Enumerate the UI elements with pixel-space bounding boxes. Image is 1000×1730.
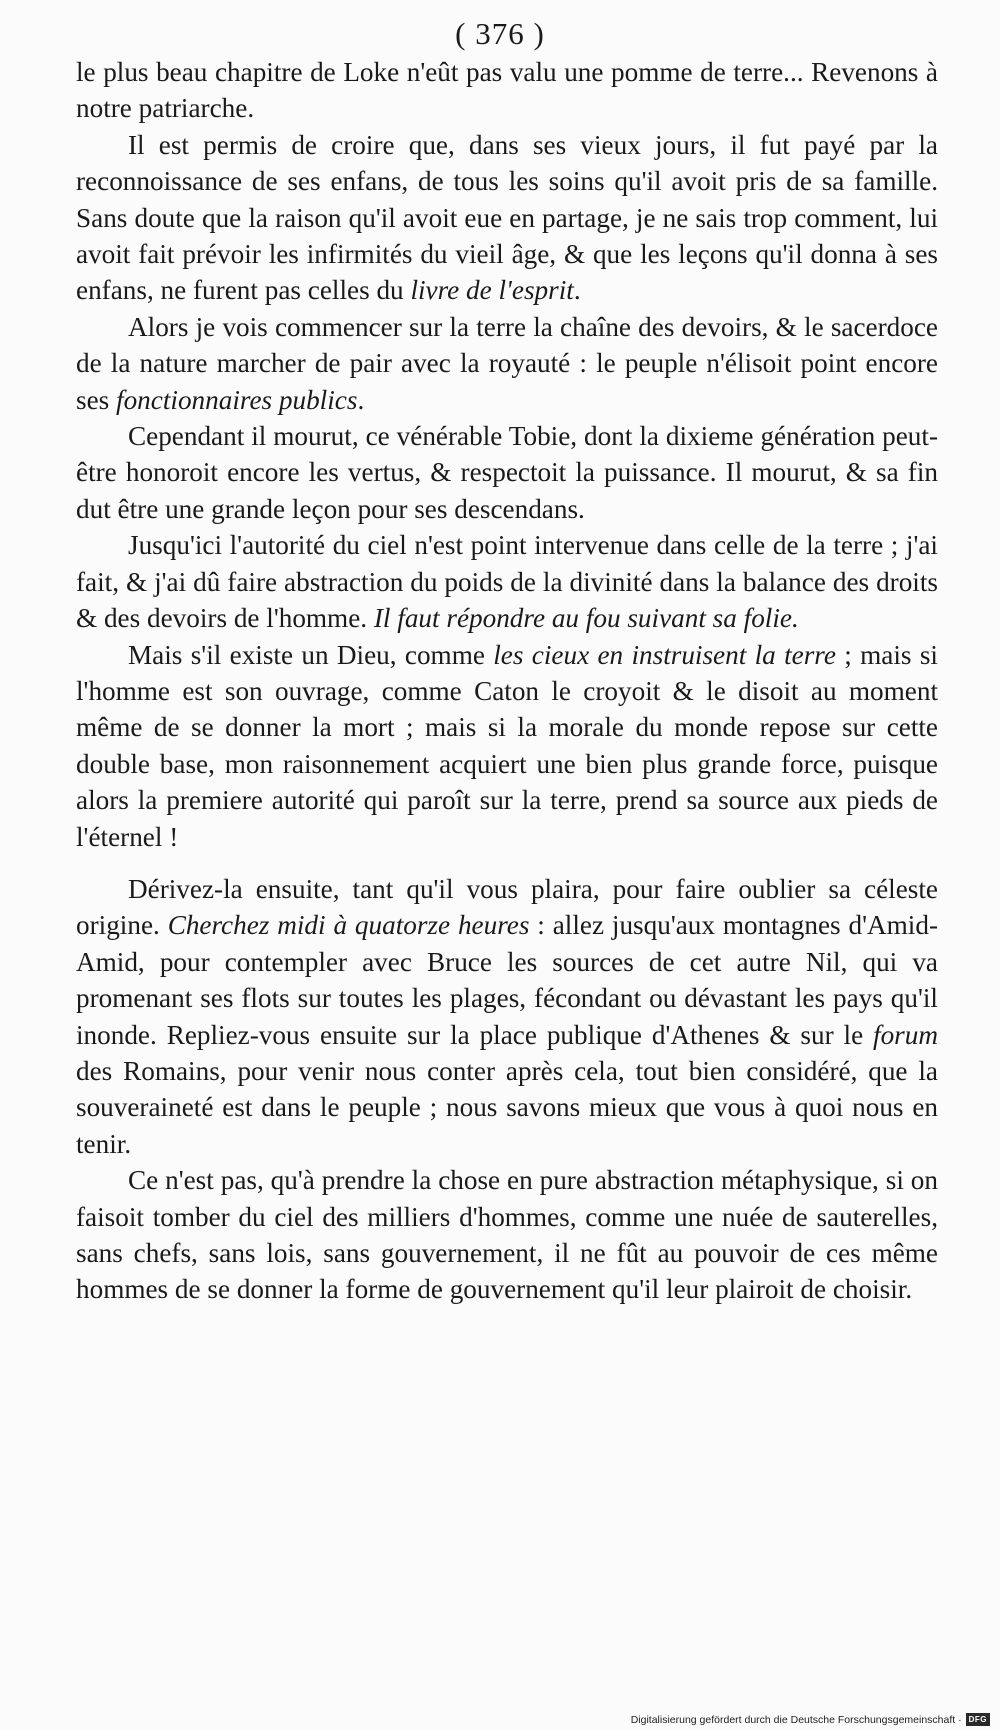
text-run: Alors je vois commencer sur la terre la chaîne des devoirs, & le sacerdoce de la nature marcher de pair avec la royauté : le peuple n'élisoit point encore ses bbox=[76, 311, 938, 415]
footer-text: Digitalisierung gefördert durch die Deutsche Forschungsgemeinschaft · bbox=[630, 1713, 962, 1726]
text-run: Dérivez-la ensuite, tant qu'il vous plaira, pour faire oublier sa céleste origine. bbox=[76, 873, 938, 941]
italic-phrase: Il faut répondre au fou suivant sa folie. bbox=[373, 603, 799, 634]
paragraph bbox=[76, 54, 938, 127]
italic-phrase: les cieux en instruisent la terre bbox=[493, 639, 836, 670]
text-run: Ce n'est pas, qu'à prendre la chose en pure abstraction métaphysique, si on faisoit tomber du ciel des milliers d'hommes, comme une nuée de sauterelles, sans chefs, sans lois, sans gouvernement, il ne fût au pouvoir de ces même hommes de se donner la forme de gouvernement qu'il leur plairoit de choisir. bbox=[76, 1165, 938, 1305]
text-run: . bbox=[573, 275, 581, 306]
text-run: ; mais si l'homme est son ouvrage, comme Caton le croyoit & le disoit au moment même de se donner la mort ; mais si la morale du monde repose sur cette double base, mon raisonnement acquiert une bien plus grande force, puisque alors la premiere autorité qui paroît sur la terre, prend sa source aux pieds de l'éternel ! bbox=[76, 639, 938, 852]
page-number: ( 376 ) bbox=[455, 16, 545, 51]
italic-phrase: fonctionnaires publics bbox=[116, 384, 358, 415]
italic-phrase: forum bbox=[873, 1019, 938, 1050]
paragraph bbox=[76, 527, 938, 636]
text-run: Cependant il mourut, ce vénérable Tobie, dont la dixieme génération peut-être honoroit encore les vertus, & respectoit la puissance. Il mourut, & sa fin dut être une grande leçon pour ses descendans. bbox=[76, 421, 938, 524]
text-run: Mais s'il existe un Dieu, comme bbox=[128, 639, 494, 670]
text-run: des Romains, pour venir nous conter après cela, tout bien considéré, que la souveraineté est dans le peuple ; nous savons mieux que vous à quoi nous en tenir. bbox=[76, 1055, 938, 1159]
digitization-footer bbox=[631, 1713, 990, 1726]
dfg-logo-icon: DFG bbox=[966, 1713, 990, 1726]
text-run: Jusqu'ici l'autorité du ciel n'est point intervenue dans celle de la terre ; j'ai fait, & j'ai dû faire abstraction du poids de la divinité dans la balance des droits & des devoirs de l'homme. bbox=[76, 530, 938, 634]
paragraph bbox=[76, 871, 938, 1162]
italic-phrase: livre de l'esprit bbox=[410, 275, 574, 306]
text-run: le plus beau chapitre de Loke n'eût pas valu une pomme de terre... Revenons à notre patriarche. bbox=[76, 57, 938, 124]
text-run: Il est permis de croire que, dans ses vieux jours, il fut payé par la reconnoissance de ses enfans, de tous les soins qu'il avoit pris de sa famille. Sans doute que la raison qu'il avoit eue en partage, je ne sais trop comment, lui avoit fait prévoir les infirmités du vieil âge, & que les leçons qu'il donna à ses enfans, ne furent pas celles du bbox=[76, 129, 938, 306]
paragraph bbox=[76, 1162, 938, 1308]
italic-phrase: Cherchez midi à quatorze heures bbox=[167, 910, 530, 941]
paragraph bbox=[76, 309, 938, 418]
text-run: . bbox=[357, 384, 365, 415]
text-run: : allez jusqu'aux montagnes d'Amid-Amid, pour contempler avec Bruce les sources de cet autre Nil, qui va promenant ses flots sur toutes les plages, fécondant ou dévastant les pays qu'il inonde. Repliez-vous ensuite sur la place publique d'Athenes & sur le bbox=[76, 910, 938, 1050]
paragraph bbox=[76, 637, 938, 855]
paragraph bbox=[76, 127, 938, 309]
paragraph bbox=[76, 418, 938, 527]
body-text bbox=[76, 54, 938, 1308]
